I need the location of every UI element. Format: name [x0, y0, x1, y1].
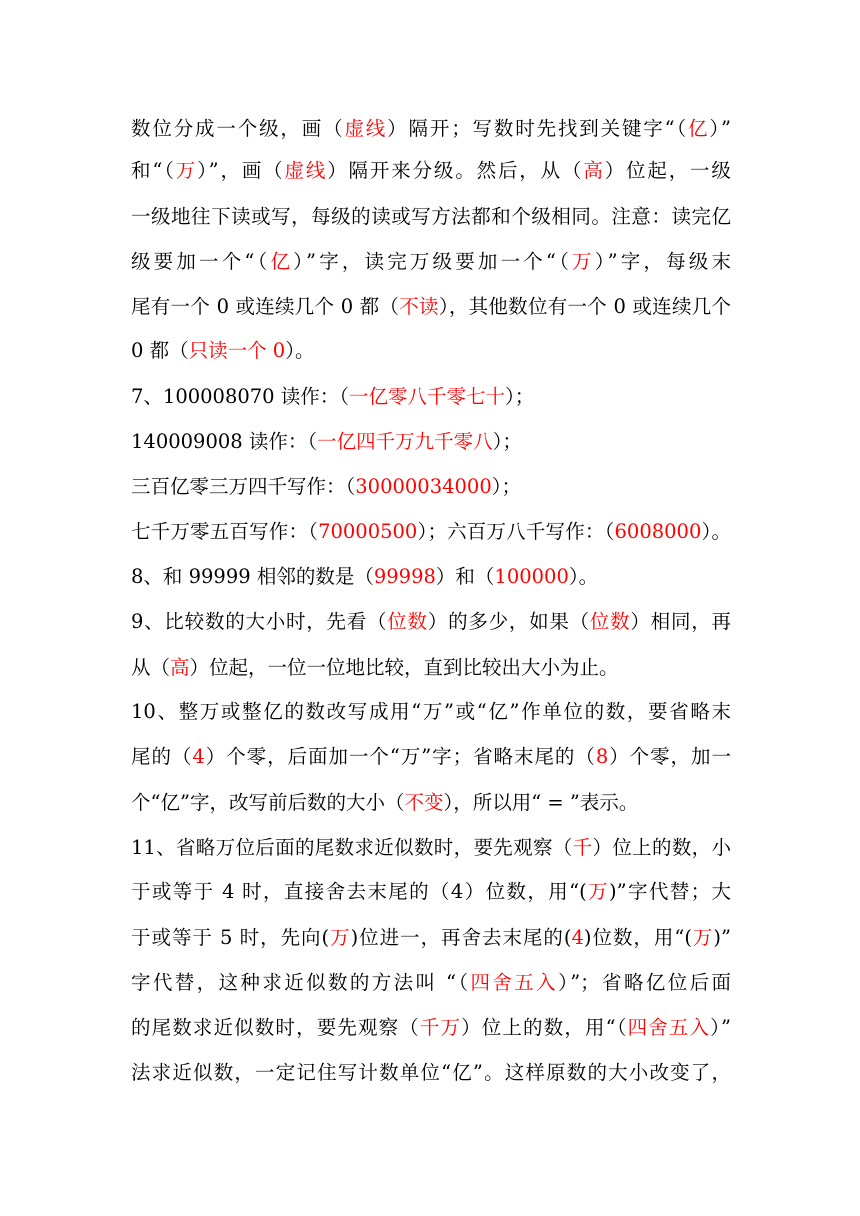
- answer-text: 万: [329, 926, 351, 949]
- text-line: [131, 117, 731, 141]
- body-text: ）个零，后面加一个“万”字；省略末尾的（: [204, 745, 596, 768]
- body-text: )”字代替；大: [609, 880, 731, 903]
- body-text: 一级地往下读或写，每级的读或写方法都和个级相同。注意：读完亿: [131, 205, 731, 228]
- body-text: )位数，用“(: [583, 926, 692, 949]
- body-text: 10、整万或整亿的数改写成用“万”或“亿”作单位的数，要省略末: [131, 700, 731, 723]
- answer-text: 高: [170, 656, 190, 679]
- text-line: [131, 610, 731, 634]
- answer-text: 30000034000: [355, 475, 492, 498]
- body-text: ）的多少，如果（: [427, 610, 590, 633]
- answer-text: 万: [572, 250, 595, 273]
- answer-text: 万: [175, 159, 198, 182]
- body-text: ）位上的数，用“（: [461, 1016, 628, 1039]
- body-text: ）”: [710, 1016, 731, 1039]
- text-line: [131, 339, 731, 363]
- body-text: 和“（: [131, 159, 176, 182]
- answer-text: 4: [192, 745, 205, 768]
- text-line: [131, 700, 731, 724]
- body-text: 数位分成一个级，画（: [131, 117, 345, 140]
- answer-text: 四舍五入: [627, 1016, 711, 1039]
- text-line: [131, 836, 731, 860]
- body-text: ）。: [285, 339, 315, 362]
- text-line: [131, 1061, 731, 1085]
- answer-text: 虚线: [284, 159, 328, 182]
- body-text: ）”字，每级末: [594, 250, 731, 273]
- body-text: 11、省略万位后面的尾数求近似数时，要先观察（: [131, 836, 573, 859]
- text-line: [131, 745, 731, 769]
- text-line: [131, 295, 731, 319]
- answer-text: 高: [583, 159, 605, 182]
- text-line: [131, 656, 731, 680]
- answer-text: 万: [691, 926, 714, 949]
- body-text: ），其他数位有一个 0 或连续几个: [438, 295, 731, 318]
- body-text: ）”；省略亿位后面: [558, 971, 731, 994]
- body-text: 7、100008070 读作：（: [131, 385, 350, 408]
- body-text: 尾的（: [131, 745, 193, 768]
- answer-text: 千: [572, 836, 593, 859]
- answer-text: 6008000: [614, 520, 702, 543]
- body-text: ）；六百万八千写作：（: [417, 520, 615, 543]
- body-text: 三百亿零三万四千写作：（: [131, 475, 356, 498]
- body-text: 于或等于 5 时，先向(: [131, 926, 330, 949]
- text-line: [131, 385, 731, 409]
- body-text: 的尾数求近似数时，要先观察（: [131, 1016, 420, 1039]
- text-line: [131, 520, 731, 544]
- answer-text: 位数: [387, 610, 428, 633]
- answer-text: 虚线: [344, 117, 388, 140]
- body-text: ）；: [505, 385, 535, 408]
- body-text: 8、和 99999 相邻的数是（: [131, 565, 374, 588]
- body-text: 级要加一个“（: [131, 250, 271, 273]
- body-text: ）相同，再: [630, 610, 731, 633]
- answer-text: 100000: [494, 565, 569, 588]
- answer-text: 不变: [404, 791, 444, 814]
- body-text: 9、比较数的大小时，先看（: [131, 610, 388, 633]
- answer-text: 8: [595, 745, 609, 768]
- answer-text: 不读: [399, 295, 439, 318]
- text-line: [131, 926, 731, 950]
- body-text: 尾有一个 0 或连续几个 0 都（: [131, 295, 400, 318]
- text-line: [131, 250, 731, 274]
- body-text: ）和（: [435, 565, 495, 588]
- body-text: 个“亿”字，改写前后数的大小（: [131, 791, 405, 814]
- body-text: ）位起，一级: [604, 159, 731, 182]
- answer-text: 四舍五入: [470, 971, 559, 994]
- answer-text: 99998: [373, 565, 436, 588]
- body-text: ）。: [568, 565, 599, 588]
- answer-text: 万: [586, 880, 609, 903]
- body-text: 0 都（: [131, 339, 189, 362]
- body-text: ）；: [491, 475, 522, 498]
- text-line: [131, 791, 731, 815]
- body-text: ）”，画（: [197, 159, 285, 182]
- body-text: 七千万零五百写作：（: [131, 520, 319, 543]
- text-line: [131, 205, 731, 229]
- body-text: 140009008 读作：（: [131, 430, 318, 453]
- body-text: ），所以用“ = ”表示。: [443, 791, 639, 814]
- text-line: [131, 1016, 731, 1040]
- text-line: [131, 430, 731, 454]
- body-text: 法求近似数，一定记住写计数单位“亿”。这样原数的大小改变了，: [131, 1061, 731, 1084]
- body-text: 于或等于 4 时，直接舍去末尾的（4）位数，用“(: [131, 880, 587, 903]
- text-line: [131, 475, 731, 499]
- body-text: )”: [713, 926, 731, 949]
- body-text: ）位起，一位一位地比较，直到比较出大小为止。: [189, 656, 619, 679]
- body-text: 字代替，这种求近似数的方法叫 “（: [131, 971, 471, 994]
- body-text: ）”: [709, 117, 731, 140]
- answer-text: 只读一个 0: [188, 339, 286, 362]
- text-line: [131, 159, 731, 183]
- answer-text: 4: [571, 926, 584, 949]
- answer-text: 一亿四千万九千零八: [317, 430, 493, 453]
- text-line: [131, 880, 731, 904]
- body-text: ）。: [701, 520, 731, 543]
- text-line: [131, 971, 731, 995]
- body-text: )位进一，再舍去末尾的(: [350, 926, 572, 949]
- answer-text: 亿: [688, 117, 710, 140]
- body-text: ）位上的数，小: [592, 836, 731, 859]
- body-text: ）个零，加一: [608, 745, 731, 768]
- body-text: ）隔开来分级。然后，从（: [327, 159, 584, 182]
- answer-text: 亿: [270, 250, 294, 273]
- answer-text: 一亿零八千零七十: [349, 385, 506, 408]
- answer-text: 位数: [589, 610, 631, 633]
- answer-text: 70000500: [318, 520, 418, 543]
- body-text: ）；: [492, 430, 522, 453]
- body-text: ）隔开；写数时先找到关键字“（: [387, 117, 689, 140]
- text-line: [131, 565, 731, 589]
- body-text: ）”字，读完万级要加一个“（: [293, 250, 572, 273]
- answer-text: 千万: [419, 1016, 462, 1039]
- body-text: 从（: [131, 656, 171, 679]
